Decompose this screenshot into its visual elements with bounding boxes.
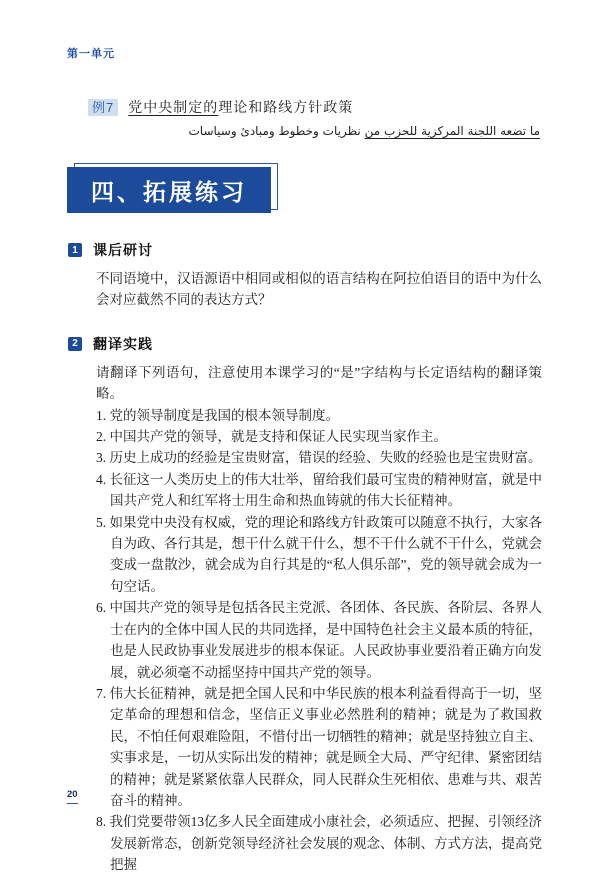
example-chinese-underlined: 党中央制定的 — [128, 101, 219, 116]
list-item: 2. 中国共产党的领导，就是支持和保证人民实现当家作主。 — [96, 429, 447, 445]
translation-list — [96, 405, 542, 876]
example-arabic-rest: نظريات وخطوط ومبادئ وسياسات — [188, 124, 365, 138]
banner-title: 四、拓展练习 — [91, 178, 247, 205]
section-discussion-body: 不同语境中，汉语源语中相同或相似的语言结构在阿拉伯语目的语中为什么会对应截然不同的表达方式？ — [96, 271, 542, 308]
section-translation-heading — [68, 334, 542, 354]
example-tag-badge: 例7 — [88, 99, 118, 116]
example-arabic-line — [88, 124, 540, 138]
list-item: 7. 伟大长征精神，就是把全国人民和中华民族的根本利益看得高于一切，坚定革命的理想和信念，坚信正义事业必然胜利的精神；就是为了救国救民，不怕任何艰难险阻，不惜付出一切牺牲的精神；就是坚持独立自主、实事求是，一切从实际出发的精神；就是顾全大局、严守纪律、紧密团结的精神；就是紧紧依靠人民群众，同人民群众生死相依、患难与共、艰苦奋斗的精神。 — [96, 685, 542, 808]
page-content — [68, 240, 542, 876]
section-banner — [67, 163, 282, 215]
list-item: 8. 我们党要带领13亿多人民全面建成小康社会，必须适应、把握、引领经济发展新常态，创新党领导经济社会发展的观念、体制、方式方法，提高党把握 — [96, 814, 542, 873]
section-translation — [68, 334, 542, 876]
section-translation-title: 翻译实践 — [93, 335, 153, 352]
section-number-badge: 2 — [68, 337, 82, 351]
banner-title-box — [67, 167, 271, 213]
example-arabic-underlined: ما تضعه اللجنة المركزية للحزب من — [364, 124, 540, 138]
section-number-badge: 1 — [68, 243, 82, 257]
list-item: 1. 党的领导制度是我国的根本领导制度。 — [96, 407, 339, 423]
example-chinese-line — [88, 97, 540, 117]
example-block — [88, 97, 540, 138]
example-chinese-rest: 理论和路线方针政策 — [218, 101, 354, 116]
list-item: 3. 历史上成功的经验是宝贵财富，错误的经验、失败的经验也是宝贵财富。 — [96, 450, 542, 466]
section-discussion — [68, 240, 542, 311]
list-item: 6. 中国共产党的领导是包括各民主党派、各团体、各民族、各阶层、各界人士在内的全体中国人民的共同选择，是中国特色社会主义最本质的特征，也是人民政协事业发展进步的根本保证。人民政协事业要沿着正确方向发展，就必须毫不动摇坚持中国共产党的领导。 — [96, 600, 542, 680]
list-item: 5. 如果党中央没有权威，党的理论和路线方针政策可以随意不执行，大家各自为政、各行其是，想干什么就干什么，想不干什么就不干什么，党就会变成一盘散沙，就会成为自行其是的“私人俱乐部”，党的领导就会成为一句空话。 — [96, 514, 542, 594]
section-discussion-heading — [68, 240, 542, 260]
section-translation-intro: 请翻译下列语句，注意使用本课学习的“是”字结构与长定语结构的翻译策略。 — [96, 364, 542, 402]
page-number: 20 — [67, 789, 78, 804]
list-item: 4. 长征这一人类历史上的伟大壮举，留给我们最可宝贵的精神财富，就是中国共产党人和红军将士用生命和热血铸就的伟大长征精神。 — [96, 471, 542, 509]
unit-header-label: 第一单元 — [67, 48, 115, 60]
section-discussion-title: 课后研讨 — [93, 242, 153, 258]
